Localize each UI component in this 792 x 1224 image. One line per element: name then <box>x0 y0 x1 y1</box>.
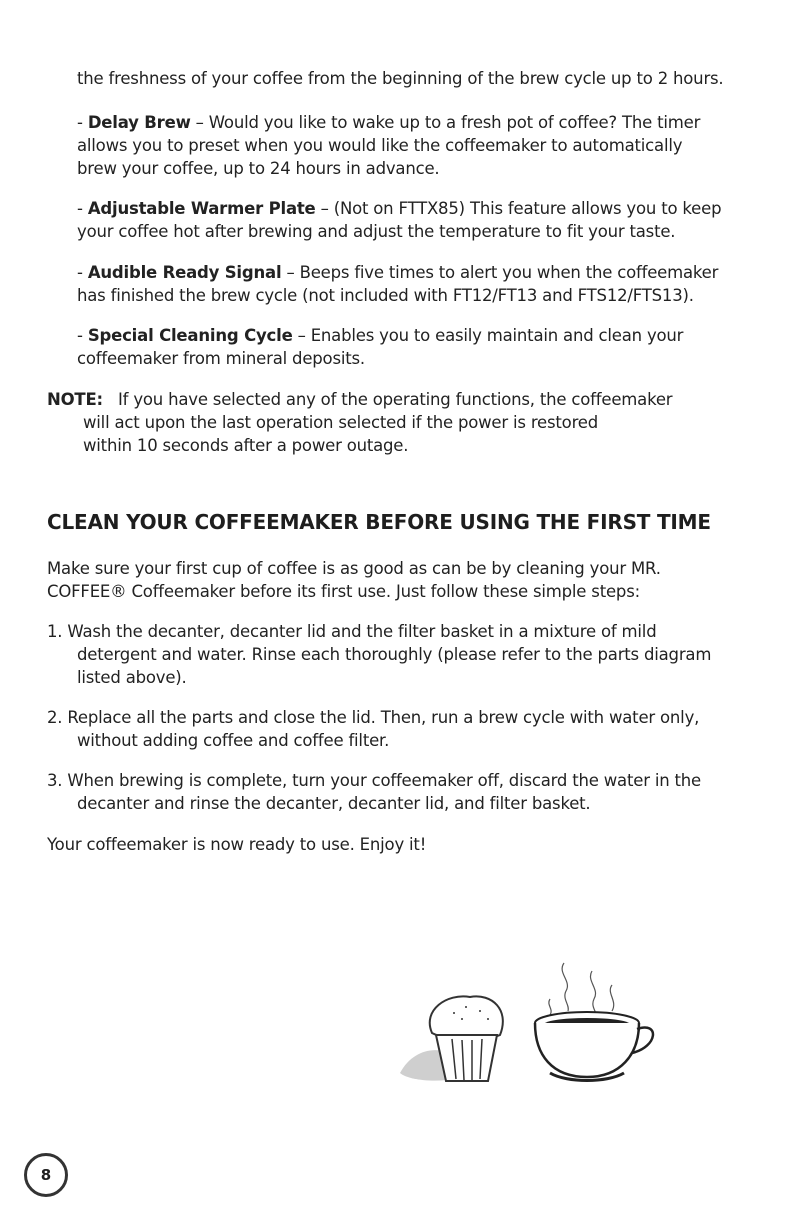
feature-text: – (Not on FTTX85) This feature allows you to keep <box>315 199 722 218</box>
feature-prefix: - <box>77 113 88 132</box>
step-line: 2. Replace all the parts and close the lid. Then, run a brew cycle with water only, <box>47 708 700 727</box>
feature-prefix: - <box>77 263 88 282</box>
muffin-icon <box>400 996 503 1081</box>
intro-paragraph-line: COFFEE® Coffeemaker before its first use. Just follow these simple steps: <box>47 582 640 601</box>
note-line: If you have selected any of the operating functions, the coffeemaker <box>118 390 673 409</box>
feature-prefix: - <box>77 199 88 218</box>
page-number: 8 <box>40 1166 52 1184</box>
coffee-illustration <box>392 955 662 1094</box>
feature-line: allows you to preset when you would like the coffeemaker to automatically <box>77 136 683 155</box>
feature-text: – Would you like to wake up to a fresh pot of coffee? The timer <box>190 113 701 132</box>
step-line: 3. When brewing is complete, turn your coffeemaker off, discard the water in the <box>47 771 701 790</box>
step-line: decanter and rinse the decanter, decanter lid, and filter basket. <box>77 794 591 813</box>
feature-term: Adjustable Warmer Plate <box>87 199 316 218</box>
closing-line: Your coffeemaker is now ready to use. Enjoy it! <box>47 835 427 854</box>
intro-line: the freshness of your coffee from the beginning of the brew cycle up to 2 hours. <box>77 69 724 88</box>
coffee-cup-icon <box>535 1012 653 1081</box>
feature-prefix: - <box>77 326 88 345</box>
feature-line: brew your coffee, up to 24 hours in advance. <box>77 159 440 178</box>
note-label: NOTE: <box>47 390 103 409</box>
feature-line: your coffee hot after brewing and adjust the temperature to fit your taste. <box>77 222 676 241</box>
feature-line: coffeemaker from mineral deposits. <box>77 349 365 368</box>
page-number-badge <box>24 1153 68 1197</box>
feature-line: has finished the brew cycle (not included with FT12/FT13 and FTS12/FTS13). <box>77 286 694 305</box>
feature-term: Special Cleaning Cycle <box>87 326 293 345</box>
feature-term: Delay Brew <box>87 113 191 132</box>
step-line: without adding coffee and coffee filter. <box>77 731 390 750</box>
feature-line <box>77 324 683 347</box>
section-heading: CLEAN YOUR COFFEEMAKER BEFORE USING THE FIRST TIME <box>47 510 711 534</box>
steam-icon <box>549 963 614 1017</box>
intro-paragraph-line: Make sure your first cup of coffee is as good as can be by cleaning your MR. <box>47 559 661 578</box>
step-line: 1. Wash the decanter, decanter lid and the filter basket in a mixture of mild <box>47 622 657 641</box>
feature-line <box>77 261 718 284</box>
feature-text: – Beeps five times to alert you when the coffeemaker <box>281 263 719 282</box>
step-line: detergent and water. Rinse each thoroughly (please refer to the parts diagram <box>77 645 712 664</box>
feature-line <box>77 111 700 134</box>
note-line: will act upon the last operation selected if the power is restored <box>83 413 599 432</box>
feature-text: – Enables you to easily maintain and clean your <box>292 326 684 345</box>
feature-term: Audible Ready Signal <box>87 263 282 282</box>
note-line: within 10 seconds after a power outage. <box>83 436 409 455</box>
feature-line <box>77 197 721 220</box>
step-line: listed above). <box>77 668 187 687</box>
